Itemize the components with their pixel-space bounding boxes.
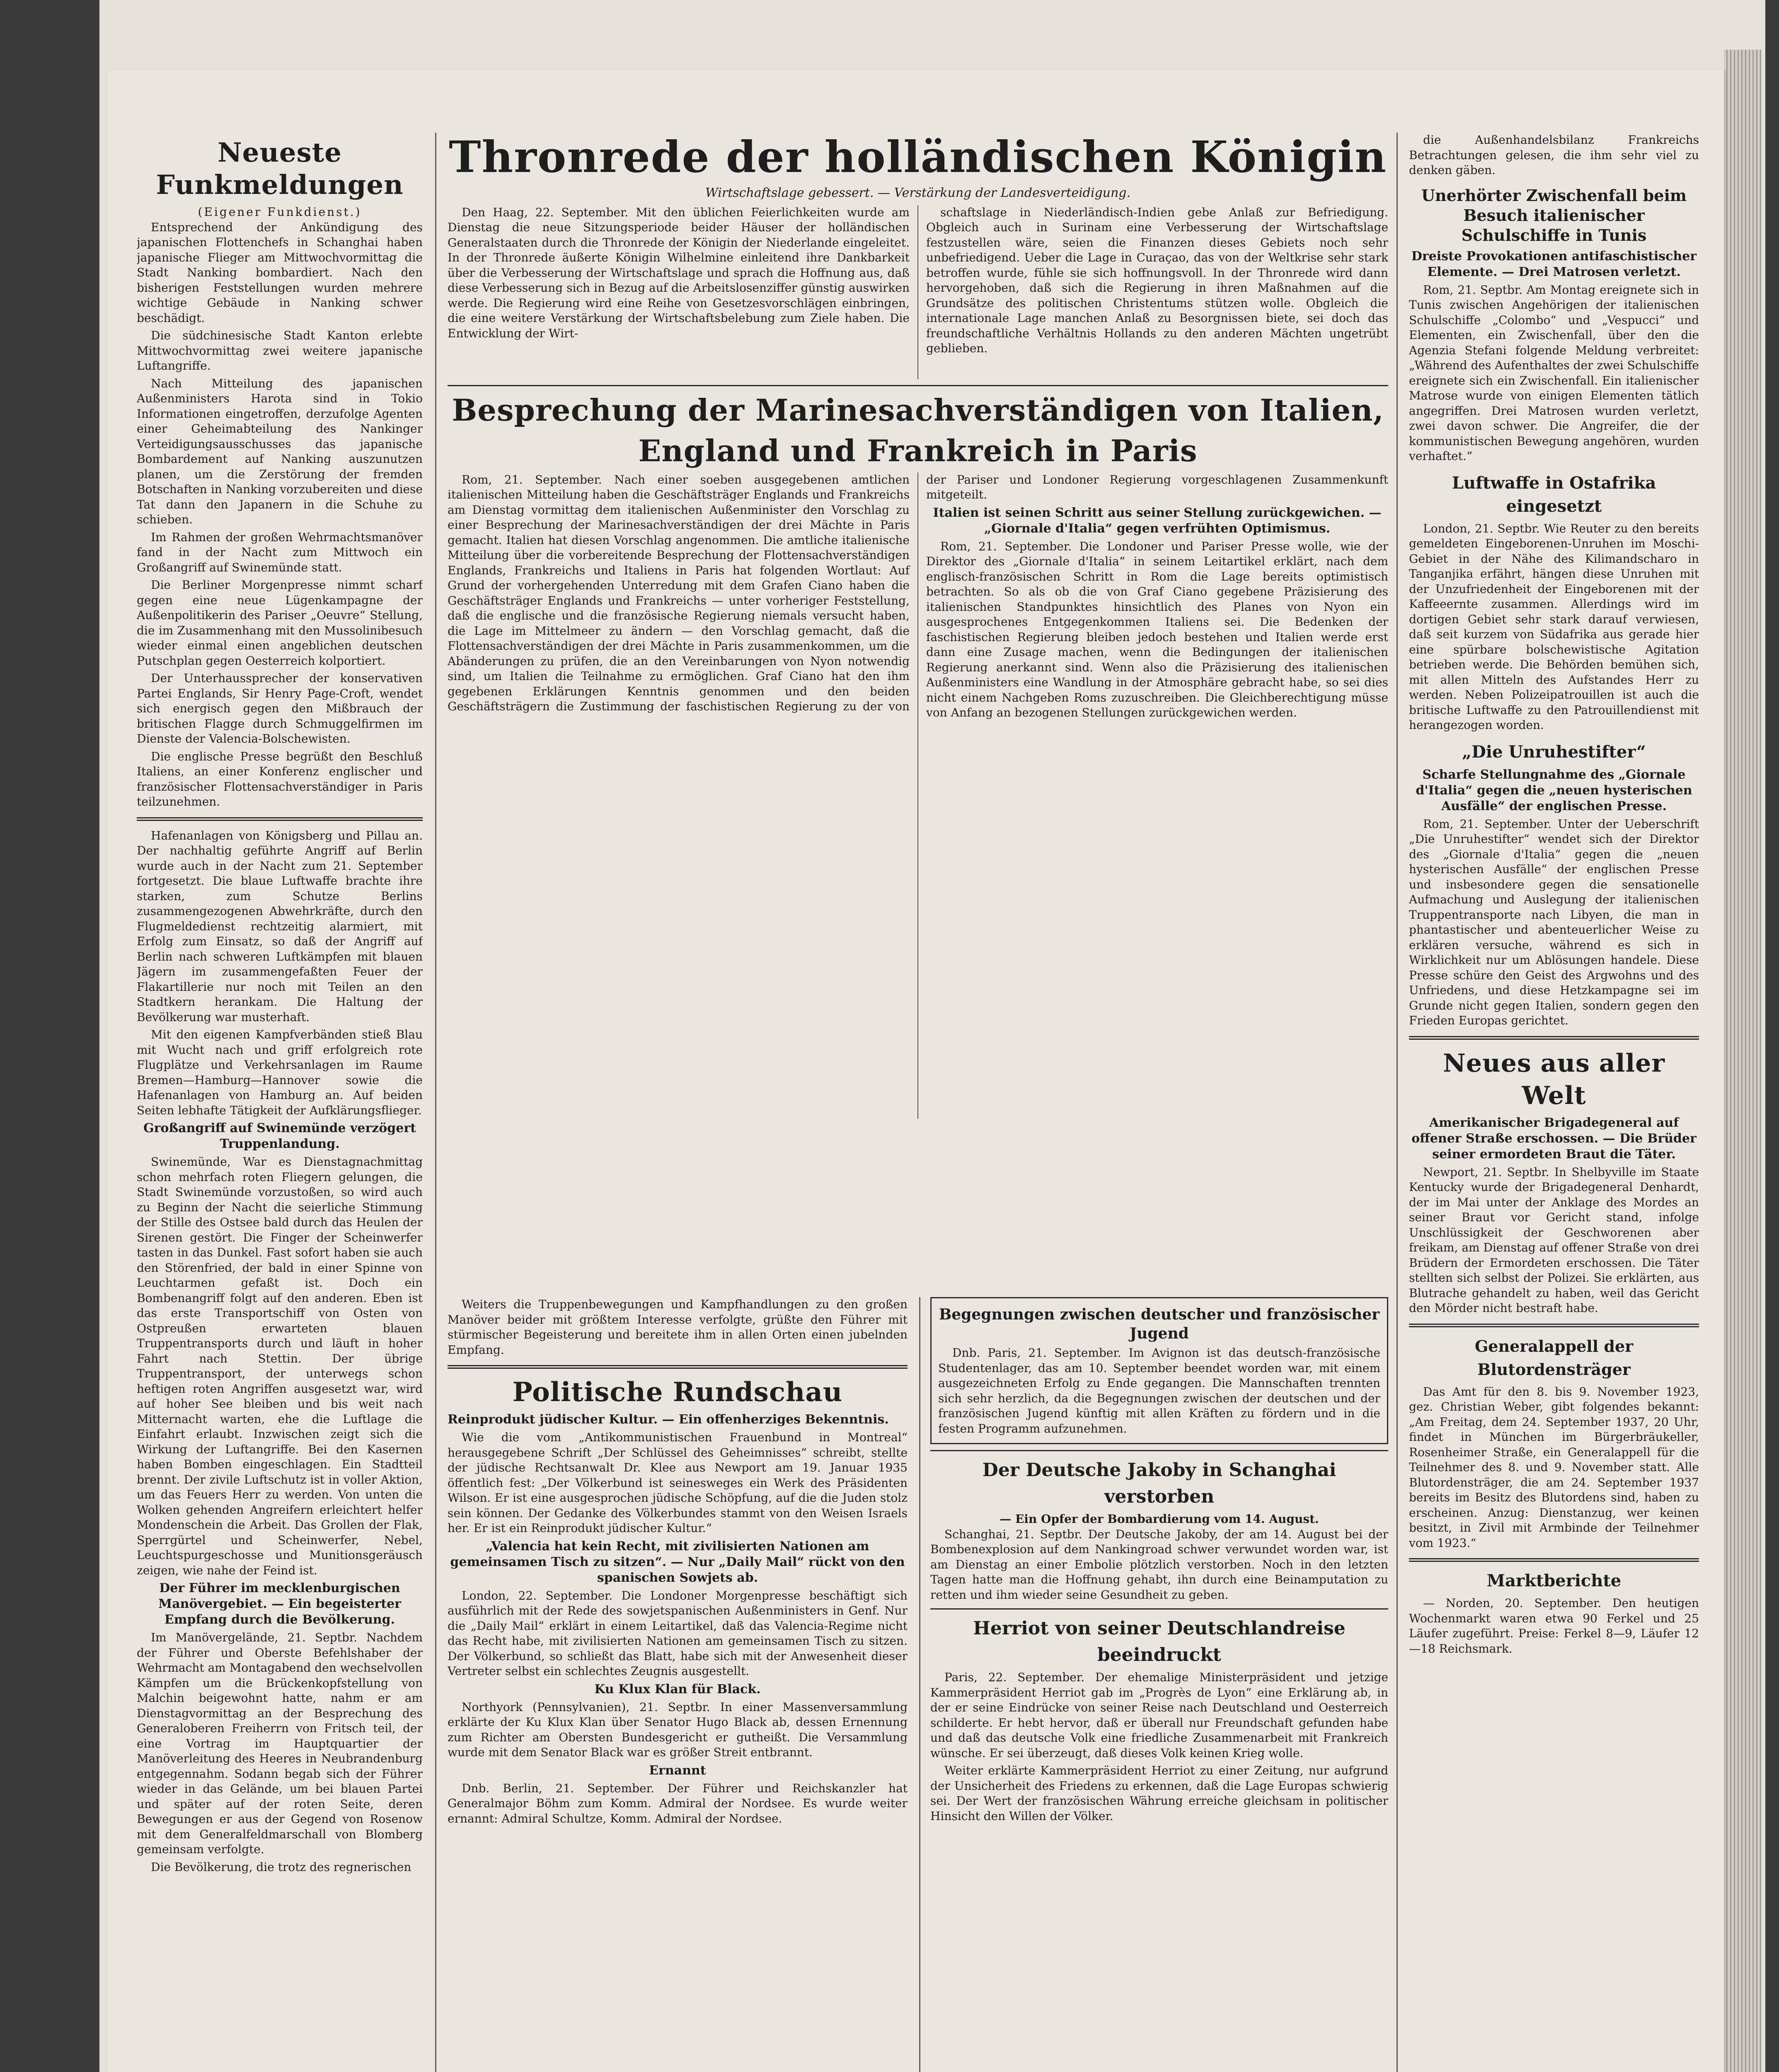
divider	[448, 1365, 908, 1369]
column-3-lower	[930, 1297, 1388, 2072]
divider	[930, 1450, 1388, 1451]
headline-herriot-1: Herriot von seiner Deutschlandreise	[973, 1618, 1346, 1639]
headline-funkmeldungen: Neueste Funkmeldungen	[156, 137, 404, 201]
paragraph: Swinemünde, War es Dienstagnachmittag schon mehrfach roten Fliegern gelungen, die Stadt Swinemünde vorzustoßen, so wird auch zu Beginn der Nacht die seierliche Stimmung der Stille des Ostsee bald durch das Heulen der Sirenen gestört. Die Finger der Scheinwerfer tasten in das Dunkel. Fast sofort haben sie auch den Störenfried, der bald in einer Spinne von Leuchtarmen gefaßt ist. Doch ein Bombenangriff folgt auf den anderen. Eben ist das erste Transportschiff von Osten von Ostpreußen erwarteten blauen Truppentransports durch und läuft in hoher Fahrt nach Stettin. Der übrige Truppentransport, der unterwegs schon heftigen roten Angriffen ausgesetzt war, wird auf hoher See bleiben und bis weit nach Mitternacht warten, ehe die Luftlage die Einfahrt erlaubt. Inzwischen zeigt sich die Wirkung der Luftangriffe. Bei den Kasernen haben Bomben eingeschlagen. Ein Stadtteil brennt. Der zivile Luftschutz ist in voller Aktion, um das Feuers Herr zu werden. Von unten die Wolken gehenden Angreifern erleichtert helfer Mondenschein die Arbeit. Das Grollen der Flak, Sperrgürtel und Scheinwerfer, Nebel, Leuchtspurgeschosse und Munitionsgeräusch zeigen, wie nahe der Feind ist.	[137, 1155, 423, 1577]
paragraph: Nach Mitteilung des japanischen Außenministers Harota sind in Tokio Informationen eingetroffen, derzufolge Agenten einer Geheimabteilung des Nankinger Verteidigungsausschusses das japanische Bombardement auf Nanking auszunutzen planen, um die Zerstörung der fremden Botschaften in Nanking vorzubereiten und diese Tat dann den Japanern in die Schuhe zu schieben.	[137, 376, 423, 526]
column-rule	[1397, 133, 1398, 2072]
paragraph: Im Manövergelände, 21. Septbr. Nachdem der Führer und Oberste Befehlshaber der Wehrmacht am Montagabend den wechselvollen Kämpfen um die Brückenkopfstellung von Malchin beigewohnt hatte, nahm er am Dienstagvormittag an der Besprechung des Generaloberen Freiherrn von Fritsch teil, der eine Vortrag im Hauptquartier der Manöverleitung des Heeres in Neubrandenburg entgegennahm. Sodann begab sich der Führer wieder in das Gelände, um bei blauen Partei und später auf der roten Seite, deren Bewegungen er aus der Gegend von Rosenow mit dem Generalfeldmarschall von Blomberg gemeinsam verfolgte.	[137, 1631, 423, 1856]
divider	[448, 385, 1388, 386]
headline-marktberichte: Marktberichte	[1486, 1571, 1622, 1590]
paragraph: London, 22. September. Die Londoner Morgenpresse beschäftigt sich ausführlich mit der Rede des sowjetspanischen Außenministers in Genf. Nur die „Daily Mail“ erklärt in einem Leitartikel, daß das Valencia-Regime nicht das Recht habe, mit zivilisierten Nationen am gemeinsamen Tisch zu sitzen. Der Völkerbund, so schließt das Blatt, habe sich mit der Anwesenheit dieser Vertreter selbst ein schlechtes Zeugnis ausgestellt.	[448, 1588, 908, 1678]
paragraph: Weiter erklärte Kammerpräsident Herriot zu einer Zeitung, nur aufgrund der Unsicherheit des Friedens zu erkennen, daß die Lage Europas schwierig sei. Der Wert der französischen Währung erreiche gleichsam in politischer Hinsicht den Willen der Völker.	[930, 1764, 1388, 1823]
paragraph: Wie die vom „Antikommunistischen Frauenbund in Montreal“ herausgegebene Schrift „Der Schlüssel des Geheimnisses“ schreibt, stellte der jüdische Rechtsanwalt Dr. Klee aus Newport am 19. Januar 1935 öffentlich fest: „Der Völkerbund ist seinesweges ein Werk des Präsidenten Wilson. Er ist eine ausgesprochen jüdische Schöpfung, auf die die Juden stolz sein können. Der Gedanke des Völkerbundes stammt von den Weisen Israels her. Er ist ein Reinprodukt jüdischer Kultur.“	[448, 1431, 908, 1535]
paragraph: Northyork (Pennsylvanien), 21. Septbr. In einer Massenversammlung erklärte der Ku Klux Klan über Senator Hugo Black ab, dessen Ernennung zum Richter am Obersten Bundesgericht er gutheißt. Die Versammlung wurde mit dem Senator Black war es größer Streit entbrannt.	[448, 1700, 908, 1759]
paragraph: London, 21. Septbr. Wie Reuter zu den bereits gemeldeten Eingeborenen-Unruhen im Moschi-Gebiet in der Nähe des Kilimandscharo in Tanganjika erfährt, hängen diese Unruhen mit der Unzufriedenheit der Eingeborenen mit der Kaffeeernte zusammen. Allerdings wird im dortigen Gebiet sehr stark darauf verwiesen, daß seit kurzem von Südafrika aus gerade hier eine spürbare bolschewistische Agitation betrieben werde. Die Behörden bemühen sich, mit allen Mitteln des Aufstandes Herr zu werden. Neben Polizeipatrouillen ist auch die britische Luftwaffe zu den Patrouillendienst mit herangezogen worden.	[1409, 521, 1699, 732]
paragraph: Die Berliner Morgenpresse nimmt scharf gegen eine neue Lügenkampagne der Außenpolitikerin des Pariser „Oeuvre“ Stellung, die im Zusammenhang mit den Mussolinibesuch wieder einmal einen angeblichen deutschen Putschplan gegen Oesterreich kolportiert.	[137, 578, 423, 668]
dek-tunis: Dreiste Provokationen antifaschistischer Elemente. — Drei Matrosen verletzt.	[1411, 249, 1697, 279]
paragraph: Im Rahmen der großen Wehrmachtsmanöver fand in der Nacht zum Mittwoch ein Großangriff auf Swinemünde statt.	[137, 530, 423, 574]
box-begegnungen	[930, 1297, 1388, 1444]
column-5	[1409, 133, 1699, 2072]
paragraph: Dnb. Berlin, 21. September. Der Führer und Reichskanzler hat Generalmajor Böhm zum Komm. Admiral der Nordsee. Es wurde weiter ernannt: Admiral Schultze, Komm. Admiral der Nordsee.	[448, 1781, 908, 1825]
subheading-giornale: Italien ist seinen Schritt aus seiner Stellung zurückgewichen. — „Giornale d'Italia“ gegen verfrühten Optimismus.	[933, 505, 1382, 536]
subheading-reinprodukt: Reinprodukt jüdischer Kultur. — Ein offenherziges Bekenntnis.	[448, 1412, 889, 1427]
column-2-lower	[448, 1297, 908, 2072]
divider	[1409, 1558, 1699, 1562]
paragraph: Newport, 21. Septbr. In Shelbyville im Staate Kentucky wurde der Brigadegeneral Denhardt, der im Mai unter der Anklage des Mordes an seiner Braut vor Gericht stand, infolge Unschlüssigkeit der Geschworenen aber freikam, am Dienstag auf offener Straße von drei Brüdern der Ermordeten erschossen. Die Täter stellten sich selbst der Polizei. Sie erklärten, aus Blutrache gehandelt zu haben, weil das Gericht den Mörder nicht bestraft habe.	[1409, 1165, 1699, 1315]
divider	[137, 817, 423, 821]
column-main	[448, 133, 1388, 1280]
headline-blutordenstraeger: Generalappell der Blutordensträger	[1474, 1336, 1634, 1379]
subheading-brigadegeneral: Amerikanischer Brigadegeneral auf offener Straße erschossen. — Die Brüder seiner ermordeten Braut die Täter.	[1411, 1115, 1697, 1162]
paragraph: Weiters die Truppenbewegungen und Kampfhandlungen zu den großen Manöver beider mit größtem Interesse verfolgte, grüßte den Führer mit stürmischer Begeisterung und bereitete ihm in allen Orten einen jubelnden Empfang.	[448, 1297, 908, 1357]
paragraph: Entsprechend der Ankündigung des japanischen Flottenchefs in Schanghai haben japanische Flieger am Mittwochvormittag die Stadt Nanking bombardiert. Nach den bisherigen Feststellungen wurden mehrere wichtige Gebäude in Nanking schwer beschädigt.	[137, 220, 423, 325]
headline-tunis: Unerhörter Zwischenfall beim Besuch italienischer Schulschiffe in Tunis	[1421, 186, 1687, 244]
paragraph: — Norden, 20. September. Den heutigen Wochenmarkt waren etwa 90 Ferkel und 25 Läufer zugeführt. Preise: Ferkel 8—9, Läufer 12—18 Reichsmark.	[1409, 1596, 1699, 1656]
subheading-ernannt: Ernannt	[649, 1763, 706, 1778]
headline-jakoby-1: Der Deutsche Jakoby in Schanghai	[982, 1460, 1336, 1481]
divider	[930, 1608, 1388, 1610]
column-1	[137, 133, 423, 2072]
paragraph: Die Bevölkerung, die trotz des regnerischen	[151, 1860, 411, 1874]
dek-unruhestifter: Scharfe Stellungnahme des „Giornale d'Italia“ gegen die „neuen hysterischen Ausfälle“ der englischen Presse.	[1416, 767, 1692, 813]
paragraph: Rom, 21. September. Die Londoner und Pariser Presse wolle, wie der Direktor des „Giornale d'Italia“ in seinem Leitartikel erklärt, nach dem englisch-französischen Schritt in Rom die Lage bereits optimistisch betrachten. So als ob die von Graf Ciano gegebene Präzisierung des italienischen Standpunktes hinsichtlich des Planes von Nyon ein ausgesprochenes Entgegenkommen Italiens sei. Die Bedenken der faschistischen Regierung bleiben jedoch bestehen und Italien werde erst dann eine Zusage machen, wenn die Bedingungen der italienischen Regierung anerkannt sind. Wenn also die Präzisierung des italienischen Außenministers eine Wandlung in der Atmosphäre gebracht habe, so sei dies nicht einem Nachgeben Roms zuzuschreiben. Die Gleichberechtigung müsse von Anfang an bezogenen Stellungen zurückgewichen werden.	[926, 539, 1388, 719]
headline-jakoby-2: verstorben	[1104, 1486, 1215, 1507]
subheading-grossangriff: Großangriff auf Swinemünde verzögert Truppenlandung.	[143, 1121, 416, 1151]
headline-politische-rundschau: Politische Rundschau	[512, 1377, 843, 1408]
marine-body	[448, 472, 1388, 1119]
headline-thronrede: Thronrede der holländischen Königin	[449, 133, 1387, 182]
headline-marine-1: Besprechung der Marinesachverständigen von Italien,	[452, 392, 1384, 428]
paragraph: Rom, 21. September. Unter der Ueberschrift „Die Unruhestifter“ wendet sich der Direktor des „Giornale d'Italia“ gegen die „neuen hysterischen Ausfälle“ der englischen Presse und insbesondere gegen die sensationelle Aufmachung und Auslegung der italienischen Truppentransporte nach Libyen, die man in phantastischer und abenteuerlicher Weise zu erklären versuche, während es sich in Wirklichkeit nur um Ablösungen handele. Diese Presse schüre den Geist des Argwohns und des Unfriedens, und diese Hetzkampagne sei im Grunde nicht gegen Italien, sondern gegen den Frieden Europas gerichtet.	[1409, 817, 1699, 1027]
headline-herriot-2: beeindruckt	[1097, 1644, 1221, 1665]
paragraph: Das Amt für den 8. bis 9. November 1923, gez. Christian Weber, gibt folgendes bekannt: „Am Freitag, dem 24. September 1937, 20 Uhr, findet in München im Bürgerbräukeller, Rosenheimer Straße, ein Generalappell für die Teilnehmer des 8. und 9. November statt. Alle Blutordensträger, die am 24. September 1937 bereits im Besitz des Blutordens sind, haben zu erscheinen. Anzug: Dienstanzug, wer keinen besitzt, in Zivil mit Armbinde der Teilnehmer vom 1923.“	[1409, 1385, 1699, 1550]
paragraph: Schanghai, 21. Septbr. Der Deutsche Jakoby, der am 14. August bei der Bombenexplosion auf dem Nankingroad schwer verwundet worden war, ist am Dienstag an einer Embolie plötzlich verstorben. Noch in den letzten Tagen hatte man die Hoffnung gehabt, ihn durch eine Beinamputation zu retten und ihm wieder seine Gesundheit zu geben.	[930, 1527, 1388, 1602]
paragraph: Den Haag, 22. September. Mit den üblichen Feierlichkeiten wurde am Dienstag die neue Sitzungsperiode beider Häuser der holländischen Generalstaaten durch die Thronrede der Königin der Niederlande eingeleitet. In der Thronrede äußerte Königin Wilhelmine einleitend ihre Dankbarkeit über die Verbesserung der Wirtschaftslage und sprach die Hoffnung aus, daß diese Verbesserung sich in Bezug auf die Arbeitslosenziffer günstig auswirken werde. Die Regierung wird eine Reihe von Gesetzesvorschlägen einbringen, die eine weitere Verstärkung der Wirtschaftsbelebung zum Ziele haben. Die Entwicklung der Wirt-	[448, 205, 910, 340]
paragraph: Der Unterhaussprecher der konservativen Partei Englands, Sir Henry Page-Croft, wendet sich energisch gegen den Mißbrauch der britischen Flagge durch Schmuggelfirmen im Dienste der Valencia-Bolschewisten.	[137, 671, 423, 746]
headline-begegnungen: Begegnungen zwischen deutscher und französischer Jugend	[939, 1306, 1380, 1342]
headline-neues-aus-aller-welt: Neues aus aller Welt	[1443, 1048, 1665, 1110]
divider	[1409, 1036, 1699, 1040]
paragraph: Dnb. Paris, 21. September. Im Avignon ist das deutsch-französische Studentenlager, das am 10. September beendet worden war, mit einem ausgezeichneten Erfolg zu Ende gegangen. Die Mannschaften trennten sich sehr herzlich, da die Begegnungen zwischen der deutschen und der französischen Jugend künftig mit allen Kräften zu fördern und in die festen Programm aufzunehmen.	[938, 1346, 1380, 1435]
column-rule	[919, 1297, 920, 2072]
paragraph: Mit den eigenen Kampfverbänden stieß Blau mit Wucht nach und griff erfolgreich rote Flugplätze und Verkehrsanlagen im Raume Bremen—Hamburg—Hannover sowie die Hafenanlagen von Hamburg an. Auf beiden Seiten lebhafte Tätigkeit der Aufklärungsflieger.	[137, 1028, 423, 1117]
column-rule	[435, 133, 436, 2072]
subtitle-funkdienst: (Eigener Funkdienst.)	[198, 205, 362, 219]
headline-ostafrika: Luftwaffe in Ostafrika eingesetzt	[1452, 473, 1656, 516]
paragraph: die Außenhandelsbilanz Frankreichs Betrachtungen gelesen, die ihm sehr viel zu denken gäben.	[1409, 133, 1699, 177]
paragraph: Hafenanlagen von Königsberg und Pillau an. Der nachhaltig geführte Angriff auf Berlin wurde auch in der Nacht zum 21. September fortgesetzt. Die blaue Luftwaffe brachte ihre starken, zum Schutze Berlins zusammengezogenen Abwehrkräfte, durch den Flugmeldedienst rechtzeitig alarmiert, mit Erfolg zum Einsatz, so daß der Angriff auf Berlin nach schweren Luftkämpfen mit blauen Jägern im zusammengefaßten Feuer der Flakartillerie nur noch mit Teilen an den Stadtkern herankam. Die Haltung der Bevölkerung war musterhaft.	[137, 828, 423, 1024]
headline-unruhestifter: „Die Unruhestifter“	[1462, 742, 1646, 762]
paragraph: Paris, 22. September. Der ehemalige Ministerpräsident und jetzige Kammerpräsident Herriot gab im „Progrès de Lyon“ eine Erklärung ab, in der er seine Eindrücke von seiner Reise nach Deutschland und Oesterreich schilderte. Er hebt hervor, daß er überall nur Freundschaft gefunden habe und daß das deutsche Volk eine friedliche Zusammenarbeit mit Frankreich wünsche. Er sei überzeugt, daß dieses Volk keinen Krieg wolle.	[930, 1670, 1388, 1760]
paragraph: Die südchinesische Stadt Kanton erlebte Mittwochvormittag zwei weitere japanische Luftangriffe.	[137, 329, 423, 373]
paragraph: Rom, 21. September. Nach einer soeben ausgegebenen amtlichen italienischen Mitteilung haben die Geschäftsträger Englands und Frankreichs am Dienstag vormittag dem italienischen Außenminister den Vorschlag zu einer Besprechung der Marinesachverständigen der drei Mächte in Paris gemacht. Italien hat diesen Vorschlag angenommen. Die amtliche italienische Mitteilung über die vorbereitende Besprechung der Flottensachverständigen Englands, Frankreichs und Italiens in Paris hat folgenden Wortlaut: Auf Grund der vorhergehenden Unterredung mit dem Grafen Ciano haben die Geschäftsträger Englands und Frankreichs — unter vorheriger Feststellung, daß die englische und die französische Regierung niemals versucht haben, die Lage im Mittelmeer zu ändern — den Vorschlag gemacht, daß die Flottensachverständigen der drei Mächte in Paris zusammenkommen, um die Abänderungen zu prüfen, die an den Vereinbarungen von Nyon notwendig sind, um Italien die Teilnahme zu ermöglichen. Graf Ciano hat den ihm gegebenen Erklärungen Kenntnis genommen und den beiden Geschäftsträgern die Zustimmung der faschistischen Regierung zu der von der Pariser und Londoner Regierung vorgeschlagenen Zusammenkunft mitgeteilt.	[448, 472, 1388, 713]
newspaper-page	[108, 70, 1726, 2072]
divider	[1409, 1324, 1699, 1327]
paragraph: Rom, 21. Septbr. Am Montag ereignete sich in Tunis zwischen Angehörigen der italienischen Schulschiffe „Colombo“ und „Vespucci“ und Elementen, ein Zwischenfall, über den die Agenzia Stefani folgende Meldung verbreitet: „Während des Aufenthaltes der zwei Schulschiffe ereignete sich ein Zwischenfall. Ein italienischer Matrose wurde von einigen Elementen tätlich angegriffen. Drei Matrosen wurden verletzt, zwei davon schwer. Die Angreifer, die der kommunistischen Bewegung angehören, wurden verhaftet.“	[1409, 283, 1699, 463]
paragraph: schaftslage in Niederländisch-Indien gebe Anlaß zur Befriedigung. Obgleich auch in Surinam eine Verbesserung der Wirtschaftslage festzustellen wäre, seien die Finanzen dieses Gebiets noch sehr unbefriedigend. Ueber die Lage in Curaçao, das von der Weltkrise sehr stark betroffen wurde, fühle sie sich hoffnungsvoll. In der Thronrede wird dann hervorgehoben, daß sich die Regierung in ihren Maßnahmen auf die Grundsätze des politischen Christentums stützen wolle. Obgleich die internationale Lage manchen Anlaß zu Besorgnissen biete, sei doch das freundschaftliche Verhältnis Hollands zu den anderen Mächten ungetrübt geblieben.	[926, 205, 1388, 355]
thronrede-body	[448, 205, 1388, 379]
page-stack-edge	[1724, 50, 1761, 2072]
dek-thronrede: Wirtschaftslage gebessert. — Verstärkung der Landesverteidigung.	[705, 186, 1131, 200]
dek-jakoby: — Ein Opfer der Bombardierung vom 14. August.	[1000, 1512, 1319, 1526]
headline-marine-2: England und Frankreich in Paris	[638, 433, 1198, 468]
paragraph: Die englische Presse begrüßt den Beschluß Italiens, an einer Konferenz englischer und französischer Flottensachverständiger in Paris teilzunehmen.	[137, 749, 423, 808]
subheading-ku-klux-klan: Ku Klux Klan für Black.	[594, 1682, 761, 1697]
subheading-fuehrer-manoever: Der Führer im mecklenburgischen Manövergebiet. — Ein begeisterter Empfang durch die Bevölkerung.	[158, 1581, 401, 1627]
subheading-valencia: „Valencia hat kein Recht, mit zivilisierten Nationen am gemeinsamen Tisch zu sitzen“. — Nur „Daily Mail“ rückt von den spanischen Sowjets ab.	[450, 1539, 905, 1585]
